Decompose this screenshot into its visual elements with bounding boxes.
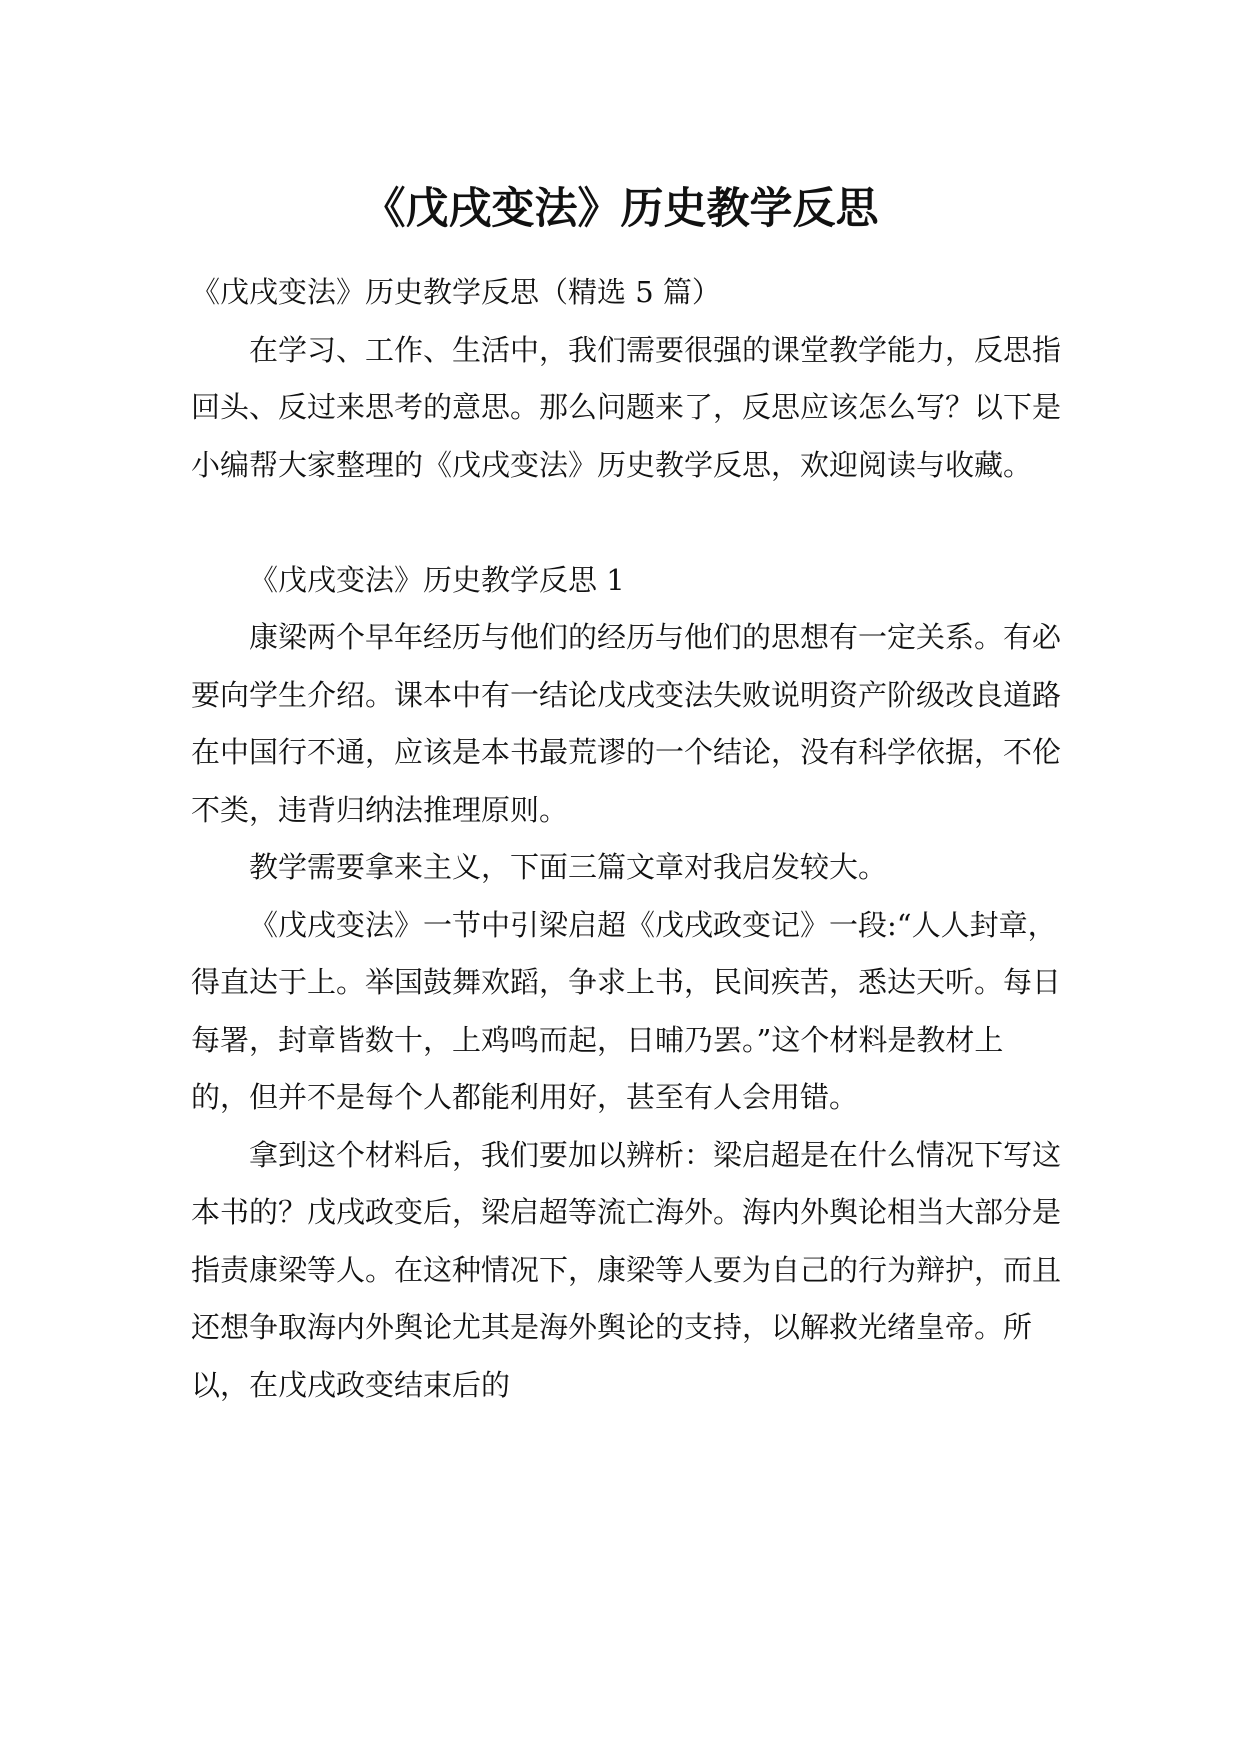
- body-paragraph: 教学需要拿来主义，下面三篇文章对我启发较大。: [249, 850, 888, 884]
- body-paragraph: 拿到这个材料后，我们要加以辨析：梁启超是在什么情况下写这本书的？戊戌政变后，梁启超等流亡海外。海内外舆论相当大部分是指责康梁等人。在这种情况下，康梁等人要为自己的行为辩护，而且还想争取海内外舆论尤其是海外舆论的支持，以解救光绪皇帝。所以，在戊戌政变结束后的: [191, 1137, 1062, 1402]
- intro-paragraph: 在学习、工作、生活中，我们需要很强的课堂教学能力，反思指回头、反过来思考的意思。那么问题来了，反思应该怎么写？以下是小编帮大家整理的《戊戌变法》历史教学反思，欢迎阅读与收藏。: [191, 332, 1062, 482]
- body-paragraph: 《戊戌变法》一节中引梁启超《戊戌政变记》一段:“人人封章，得直达于上。举国鼓舞欢蹈，争求上书，民间疾苦，悉达天听。每日每署，封章皆数十，上鸡鸣而起，日晡乃罢。”这个材料是教材上的，但并不是每个人都能利用好，甚至有人会用错。: [191, 907, 1062, 1114]
- document-title: 《戊戌变法》历史教学反思: [362, 183, 879, 234]
- document-body: [191, 264, 1061, 1414]
- body-paragraph: 康梁两个早年经历与他们的经历与他们的思想有一定关系。有必要向学生介绍。课本中有一结论戊戌变法失败说明资产阶级改良道路在中国行不通，应该是本书最荒谬的一个结论，没有科学依据，不伦不类，违背归纳法推理原则。: [191, 620, 1062, 827]
- section-heading: 《戊戌变法》历史教学反思 1: [249, 562, 625, 597]
- paragraph-gap: [191, 494, 1061, 552]
- document-subtitle: 《戊戌变法》历史教学反思（精选 5 篇）: [191, 275, 721, 309]
